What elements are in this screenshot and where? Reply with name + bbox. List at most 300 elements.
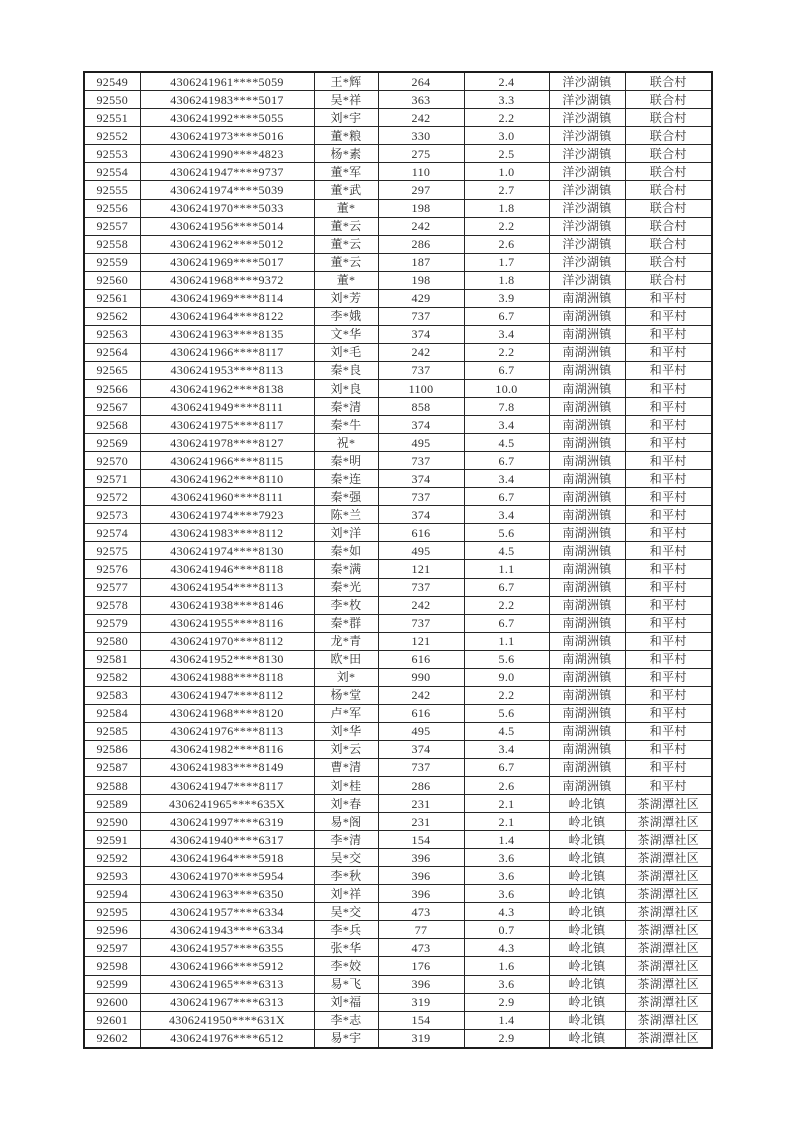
cell-id-number: 4306241967****6313 <box>140 993 314 1011</box>
cell-name: 秦*良 <box>314 361 378 379</box>
cell-town: 岭北镇 <box>549 1029 625 1048</box>
cell-town: 岭北镇 <box>549 921 625 939</box>
cell-village: 和平村 <box>625 777 712 795</box>
cell-amount: 77 <box>378 921 464 939</box>
cell-id-number: 4306241983****8149 <box>140 758 314 776</box>
cell-area: 3.4 <box>464 506 549 524</box>
cell-village: 联合村 <box>625 217 712 235</box>
cell-serial-number: 92575 <box>84 542 140 560</box>
cell-id-number: 4306241962****5012 <box>140 235 314 253</box>
cell-town: 洋沙湖镇 <box>549 217 625 235</box>
cell-town: 洋沙湖镇 <box>549 109 625 127</box>
cell-village: 茶湖潭社区 <box>625 885 712 903</box>
cell-id-number: 4306241940****6317 <box>140 831 314 849</box>
table-row <box>84 524 712 542</box>
cell-serial-number: 92594 <box>84 885 140 903</box>
cell-name: 刘*良 <box>314 379 378 397</box>
cell-amount: 187 <box>378 253 464 271</box>
cell-id-number: 4306241943****6334 <box>140 921 314 939</box>
cell-town: 南湖洲镇 <box>549 343 625 361</box>
cell-serial-number: 92577 <box>84 578 140 596</box>
cell-area: 3.4 <box>464 325 549 343</box>
cell-name: 李*姣 <box>314 957 378 975</box>
cell-name: 刘*宇 <box>314 109 378 127</box>
cell-amount: 264 <box>378 72 464 91</box>
cell-amount: 374 <box>378 470 464 488</box>
records-table <box>83 71 713 1049</box>
cell-town: 南湖洲镇 <box>549 434 625 452</box>
cell-id-number: 4306241950****631X <box>140 1011 314 1029</box>
cell-village: 和平村 <box>625 488 712 506</box>
cell-name: 刘*福 <box>314 993 378 1011</box>
cell-serial-number: 92589 <box>84 795 140 813</box>
cell-town: 岭北镇 <box>549 849 625 867</box>
cell-id-number: 4306241974****8130 <box>140 542 314 560</box>
cell-area: 2.2 <box>464 686 549 704</box>
cell-village: 和平村 <box>625 578 712 596</box>
cell-id-number: 4306241952****8130 <box>140 650 314 668</box>
table-row <box>84 253 712 271</box>
cell-id-number: 4306241968****8120 <box>140 704 314 722</box>
cell-town: 南湖洲镇 <box>549 668 625 686</box>
cell-id-number: 4306241947****8117 <box>140 777 314 795</box>
table-row <box>84 1029 712 1048</box>
table-row <box>84 740 712 758</box>
cell-amount: 737 <box>378 361 464 379</box>
table-row <box>84 91 712 109</box>
cell-serial-number: 92599 <box>84 975 140 993</box>
cell-serial-number: 92550 <box>84 91 140 109</box>
cell-village: 联合村 <box>625 145 712 163</box>
table-row <box>84 686 712 704</box>
cell-id-number: 4306241962****8110 <box>140 470 314 488</box>
cell-village: 茶湖潭社区 <box>625 795 712 813</box>
cell-area: 3.3 <box>464 91 549 109</box>
cell-serial-number: 92588 <box>84 777 140 795</box>
cell-amount: 231 <box>378 795 464 813</box>
cell-serial-number: 92576 <box>84 560 140 578</box>
cell-name: 秦*连 <box>314 470 378 488</box>
cell-town: 南湖洲镇 <box>549 325 625 343</box>
cell-serial-number: 92574 <box>84 524 140 542</box>
cell-town: 洋沙湖镇 <box>549 91 625 109</box>
cell-village: 联合村 <box>625 109 712 127</box>
cell-amount: 297 <box>378 181 464 199</box>
cell-town: 南湖洲镇 <box>549 740 625 758</box>
table-row <box>84 109 712 127</box>
cell-town: 南湖洲镇 <box>549 542 625 560</box>
cell-village: 茶湖潭社区 <box>625 921 712 939</box>
table-row <box>84 235 712 253</box>
cell-village: 联合村 <box>625 91 712 109</box>
cell-amount: 396 <box>378 885 464 903</box>
cell-amount: 242 <box>378 596 464 614</box>
table-row <box>84 199 712 217</box>
cell-village: 联合村 <box>625 253 712 271</box>
cell-amount: 242 <box>378 217 464 235</box>
table-row <box>84 289 712 307</box>
cell-village: 茶湖潭社区 <box>625 849 712 867</box>
cell-area: 2.2 <box>464 343 549 361</box>
cell-serial-number: 92566 <box>84 379 140 397</box>
cell-id-number: 4306241965****6313 <box>140 975 314 993</box>
cell-serial-number: 92590 <box>84 813 140 831</box>
cell-serial-number: 92554 <box>84 163 140 181</box>
cell-amount: 396 <box>378 867 464 885</box>
cell-area: 1.1 <box>464 560 549 578</box>
cell-serial-number: 92579 <box>84 614 140 632</box>
cell-name: 秦*明 <box>314 452 378 470</box>
table-row <box>84 813 712 831</box>
cell-village: 联合村 <box>625 181 712 199</box>
cell-village: 茶湖潭社区 <box>625 939 712 957</box>
cell-name: 董* <box>314 271 378 289</box>
cell-town: 南湖洲镇 <box>549 452 625 470</box>
cell-village: 联合村 <box>625 271 712 289</box>
cell-town: 南湖洲镇 <box>549 398 625 416</box>
cell-village: 茶湖潭社区 <box>625 1011 712 1029</box>
cell-name: 董*武 <box>314 181 378 199</box>
cell-name: 王*辉 <box>314 72 378 91</box>
cell-area: 1.4 <box>464 831 549 849</box>
cell-serial-number: 92584 <box>84 704 140 722</box>
table-row <box>84 722 712 740</box>
cell-amount: 330 <box>378 127 464 145</box>
cell-village: 和平村 <box>625 506 712 524</box>
cell-area: 2.9 <box>464 993 549 1011</box>
cell-serial-number: 92561 <box>84 289 140 307</box>
cell-village: 和平村 <box>625 650 712 668</box>
cell-name: 刘*芳 <box>314 289 378 307</box>
cell-serial-number: 92555 <box>84 181 140 199</box>
cell-town: 洋沙湖镇 <box>549 145 625 163</box>
cell-name: 李*清 <box>314 831 378 849</box>
cell-serial-number: 92598 <box>84 957 140 975</box>
table-row <box>84 614 712 632</box>
cell-name: 刘*洋 <box>314 524 378 542</box>
cell-id-number: 4306241976****8113 <box>140 722 314 740</box>
cell-village: 和平村 <box>625 289 712 307</box>
table-row <box>84 163 712 181</box>
cell-id-number: 4306241973****5016 <box>140 127 314 145</box>
cell-village: 和平村 <box>625 416 712 434</box>
cell-town: 南湖洲镇 <box>549 758 625 776</box>
cell-town: 岭北镇 <box>549 885 625 903</box>
cell-name: 李*秋 <box>314 867 378 885</box>
cell-name: 秦*群 <box>314 614 378 632</box>
cell-name: 卢*军 <box>314 704 378 722</box>
cell-id-number: 4306241970****8112 <box>140 632 314 650</box>
cell-village: 和平村 <box>625 524 712 542</box>
cell-amount: 473 <box>378 939 464 957</box>
cell-id-number: 4306241949****8111 <box>140 398 314 416</box>
cell-area: 5.6 <box>464 650 549 668</box>
table-row <box>84 632 712 650</box>
cell-area: 1.0 <box>464 163 549 181</box>
cell-town: 岭北镇 <box>549 813 625 831</box>
cell-village: 茶湖潭社区 <box>625 1029 712 1048</box>
cell-area: 2.2 <box>464 109 549 127</box>
cell-id-number: 4306241974****5039 <box>140 181 314 199</box>
cell-id-number: 4306241992****5055 <box>140 109 314 127</box>
cell-name: 吴*交 <box>314 903 378 921</box>
table-row <box>84 488 712 506</box>
cell-area: 2.6 <box>464 235 549 253</box>
cell-area: 10.0 <box>464 379 549 397</box>
cell-town: 岭北镇 <box>549 993 625 1011</box>
cell-name: 秦*光 <box>314 578 378 596</box>
cell-town: 南湖洲镇 <box>549 470 625 488</box>
cell-village: 和平村 <box>625 361 712 379</box>
cell-village: 和平村 <box>625 596 712 614</box>
cell-serial-number: 92549 <box>84 72 140 91</box>
cell-name: 董* <box>314 199 378 217</box>
table-row <box>84 975 712 993</box>
cell-town: 南湖洲镇 <box>549 650 625 668</box>
cell-amount: 737 <box>378 758 464 776</box>
cell-id-number: 4306241966****8117 <box>140 343 314 361</box>
cell-amount: 319 <box>378 1029 464 1048</box>
cell-name: 秦*清 <box>314 398 378 416</box>
cell-name: 文*华 <box>314 325 378 343</box>
cell-town: 南湖洲镇 <box>549 506 625 524</box>
cell-town: 南湖洲镇 <box>549 307 625 325</box>
cell-village: 茶湖潭社区 <box>625 813 712 831</box>
table-row <box>84 957 712 975</box>
cell-id-number: 4306241953****8113 <box>140 361 314 379</box>
cell-amount: 319 <box>378 993 464 1011</box>
cell-id-number: 4306241969****8114 <box>140 289 314 307</box>
cell-town: 南湖洲镇 <box>549 722 625 740</box>
cell-town: 岭北镇 <box>549 903 625 921</box>
cell-id-number: 4306241963****8135 <box>140 325 314 343</box>
cell-name: 吴*交 <box>314 849 378 867</box>
table-row <box>84 668 712 686</box>
cell-town: 南湖洲镇 <box>549 596 625 614</box>
cell-village: 和平村 <box>625 686 712 704</box>
cell-id-number: 4306241990****4823 <box>140 145 314 163</box>
table-row <box>84 921 712 939</box>
cell-town: 南湖洲镇 <box>549 777 625 795</box>
cell-id-number: 4306241988****8118 <box>140 668 314 686</box>
cell-serial-number: 92591 <box>84 831 140 849</box>
cell-name: 易*宇 <box>314 1029 378 1048</box>
cell-id-number: 4306241982****8116 <box>140 740 314 758</box>
table-row <box>84 903 712 921</box>
cell-id-number: 4306241968****9372 <box>140 271 314 289</box>
cell-name: 张*华 <box>314 939 378 957</box>
cell-town: 洋沙湖镇 <box>549 253 625 271</box>
cell-town: 南湖洲镇 <box>549 289 625 307</box>
cell-town: 南湖洲镇 <box>549 488 625 506</box>
table-row <box>84 379 712 397</box>
cell-name: 易*阁 <box>314 813 378 831</box>
cell-town: 岭北镇 <box>549 957 625 975</box>
cell-village: 茶湖潭社区 <box>625 867 712 885</box>
cell-area: 5.6 <box>464 704 549 722</box>
cell-village: 联合村 <box>625 127 712 145</box>
cell-amount: 198 <box>378 199 464 217</box>
cell-village: 和平村 <box>625 758 712 776</box>
cell-serial-number: 92596 <box>84 921 140 939</box>
cell-serial-number: 92572 <box>84 488 140 506</box>
cell-amount: 286 <box>378 777 464 795</box>
cell-serial-number: 92563 <box>84 325 140 343</box>
cell-id-number: 4306241963****6350 <box>140 885 314 903</box>
cell-area: 3.0 <box>464 127 549 145</box>
cell-id-number: 4306241957****6355 <box>140 939 314 957</box>
cell-name: 欧*田 <box>314 650 378 668</box>
cell-name: 刘* <box>314 668 378 686</box>
cell-serial-number: 92557 <box>84 217 140 235</box>
cell-amount: 495 <box>378 722 464 740</box>
cell-name: 刘*毛 <box>314 343 378 361</box>
cell-amount: 154 <box>378 1011 464 1029</box>
table-row <box>84 361 712 379</box>
cell-serial-number: 92559 <box>84 253 140 271</box>
cell-id-number: 4306241983****5017 <box>140 91 314 109</box>
cell-amount: 154 <box>378 831 464 849</box>
cell-area: 4.5 <box>464 542 549 560</box>
table-row <box>84 72 712 91</box>
cell-area: 4.5 <box>464 722 549 740</box>
cell-serial-number: 92600 <box>84 993 140 1011</box>
cell-area: 0.7 <box>464 921 549 939</box>
cell-id-number: 4306241976****6512 <box>140 1029 314 1048</box>
cell-area: 2.7 <box>464 181 549 199</box>
cell-id-number: 4306241954****8113 <box>140 578 314 596</box>
table-row <box>84 831 712 849</box>
table-row <box>84 795 712 813</box>
cell-village: 和平村 <box>625 325 712 343</box>
cell-name: 杨*堂 <box>314 686 378 704</box>
cell-serial-number: 92601 <box>84 1011 140 1029</box>
cell-town: 洋沙湖镇 <box>549 72 625 91</box>
cell-area: 6.7 <box>464 578 549 596</box>
table-row <box>84 217 712 235</box>
cell-village: 和平村 <box>625 434 712 452</box>
cell-amount: 858 <box>378 398 464 416</box>
cell-serial-number: 92592 <box>84 849 140 867</box>
cell-amount: 121 <box>378 560 464 578</box>
cell-amount: 990 <box>378 668 464 686</box>
cell-id-number: 4306241983****8112 <box>140 524 314 542</box>
cell-name: 刘*春 <box>314 795 378 813</box>
cell-town: 岭北镇 <box>549 867 625 885</box>
cell-name: 李*枚 <box>314 596 378 614</box>
cell-id-number: 4306241947****9737 <box>140 163 314 181</box>
cell-amount: 616 <box>378 650 464 668</box>
cell-village: 茶湖潭社区 <box>625 903 712 921</box>
cell-village: 和平村 <box>625 668 712 686</box>
cell-area: 3.6 <box>464 975 549 993</box>
cell-name: 刘*祥 <box>314 885 378 903</box>
cell-village: 茶湖潭社区 <box>625 957 712 975</box>
cell-town: 南湖洲镇 <box>549 416 625 434</box>
cell-area: 6.7 <box>464 361 549 379</box>
cell-area: 2.9 <box>464 1029 549 1048</box>
cell-serial-number: 92570 <box>84 452 140 470</box>
cell-village: 和平村 <box>625 343 712 361</box>
cell-village: 和平村 <box>625 560 712 578</box>
table-row <box>84 343 712 361</box>
cell-area: 1.1 <box>464 632 549 650</box>
cell-amount: 374 <box>378 416 464 434</box>
cell-amount: 1100 <box>378 379 464 397</box>
cell-serial-number: 92553 <box>84 145 140 163</box>
cell-serial-number: 92583 <box>84 686 140 704</box>
cell-name: 李*兵 <box>314 921 378 939</box>
cell-name: 秦*满 <box>314 560 378 578</box>
cell-area: 4.3 <box>464 939 549 957</box>
cell-town: 南湖洲镇 <box>549 379 625 397</box>
table-row <box>84 434 712 452</box>
cell-amount: 737 <box>378 614 464 632</box>
cell-town: 洋沙湖镇 <box>549 199 625 217</box>
cell-town: 洋沙湖镇 <box>549 235 625 253</box>
cell-serial-number: 92571 <box>84 470 140 488</box>
table-row <box>84 145 712 163</box>
cell-amount: 363 <box>378 91 464 109</box>
cell-id-number: 4306241970****5954 <box>140 867 314 885</box>
records-table-body <box>84 72 712 1048</box>
cell-amount: 374 <box>378 740 464 758</box>
table-row <box>84 849 712 867</box>
cell-area: 3.4 <box>464 470 549 488</box>
cell-name: 刘*云 <box>314 740 378 758</box>
cell-town: 南湖洲镇 <box>549 361 625 379</box>
table-row <box>84 416 712 434</box>
cell-name: 曹*清 <box>314 758 378 776</box>
table-row <box>84 307 712 325</box>
cell-id-number: 4306241961****5059 <box>140 72 314 91</box>
cell-name: 秦*强 <box>314 488 378 506</box>
cell-amount: 198 <box>378 271 464 289</box>
cell-area: 9.0 <box>464 668 549 686</box>
cell-name: 易*飞 <box>314 975 378 993</box>
cell-town: 岭北镇 <box>549 831 625 849</box>
cell-area: 2.2 <box>464 596 549 614</box>
table-row <box>84 650 712 668</box>
cell-village: 和平村 <box>625 307 712 325</box>
cell-town: 南湖洲镇 <box>549 524 625 542</box>
cell-village: 和平村 <box>625 614 712 632</box>
cell-village: 和平村 <box>625 704 712 722</box>
table-row <box>84 939 712 957</box>
cell-serial-number: 92568 <box>84 416 140 434</box>
table-row <box>84 271 712 289</box>
cell-village: 和平村 <box>625 398 712 416</box>
cell-amount: 242 <box>378 686 464 704</box>
cell-town: 南湖洲镇 <box>549 704 625 722</box>
cell-town: 南湖洲镇 <box>549 614 625 632</box>
cell-name: 董*云 <box>314 217 378 235</box>
cell-village: 联合村 <box>625 199 712 217</box>
cell-id-number: 4306241956****5014 <box>140 217 314 235</box>
cell-area: 1.4 <box>464 1011 549 1029</box>
cell-id-number: 4306241947****8112 <box>140 686 314 704</box>
cell-village: 联合村 <box>625 163 712 181</box>
cell-area: 5.6 <box>464 524 549 542</box>
cell-serial-number: 92560 <box>84 271 140 289</box>
cell-id-number: 4306241966****8115 <box>140 452 314 470</box>
cell-serial-number: 92565 <box>84 361 140 379</box>
cell-amount: 495 <box>378 434 464 452</box>
cell-id-number: 4306241955****8116 <box>140 614 314 632</box>
cell-name: 董*云 <box>314 235 378 253</box>
cell-town: 南湖洲镇 <box>549 578 625 596</box>
cell-area: 6.7 <box>464 488 549 506</box>
